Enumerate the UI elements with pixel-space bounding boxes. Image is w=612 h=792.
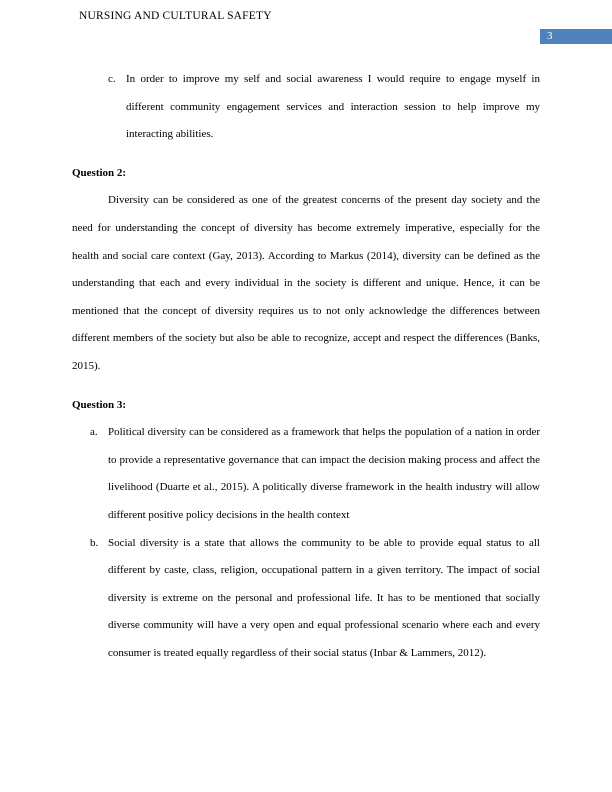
list-item-text: Political diversity can be considered as a framework that helps the population of a nation in order to provide a representative governance that can impact the decision making process and affect the livelihood (Duarte et al., 2015). A politically diverse framework in the health industry will allow different positive policy decisions in the health context <box>108 426 540 521</box>
list-item <box>72 419 540 529</box>
list-item-text: In order to improve my self and social awareness I would require to engage myself in different community engagement services and interaction session to help improve my interacting abilities. <box>126 73 540 141</box>
question-3-list <box>72 419 540 667</box>
running-head: NURSING AND CULTURAL SAFETY <box>79 10 272 22</box>
question-2-heading: Question 2: <box>72 166 127 179</box>
list-item-text: Social diversity is a state that allows the community to be able to provide equal status to all different by caste, class, religion, occupational pattern in a given territory. The impact of social diversity is extreme on the personal and professional life. It has to be mentioned that socially diverse community will have a very open and equal professional scenario where each and every consumer is treated equally regardless of their social status (Inbar & Lammers, 2012). <box>108 536 540 659</box>
list-item <box>72 530 540 668</box>
list-c <box>72 66 540 149</box>
list-item <box>72 66 540 149</box>
document-body <box>72 66 540 667</box>
list-marker: a. <box>90 426 98 439</box>
question-2-paragraph: Diversity can be considered as one of the greatest concerns of the present day society and the need for understanding the concept of diversity has become extremely imperative, especially for the health and social care context (Gay, 2013). According to Markus (2014), diversity can be defined as the understanding that each and every individual in the society is different and unique. Hence, it can be mentioned that the concept of diversity requires us to not only acknowledge the differences between different members of the society but also be able to recognize, accept and respect the differences (Banks, 2015). <box>72 194 540 372</box>
page-number: 3 <box>540 29 612 44</box>
list-marker: b. <box>90 536 99 549</box>
question-3-heading: Question 3: <box>72 398 127 411</box>
list-marker: c. <box>108 73 116 85</box>
